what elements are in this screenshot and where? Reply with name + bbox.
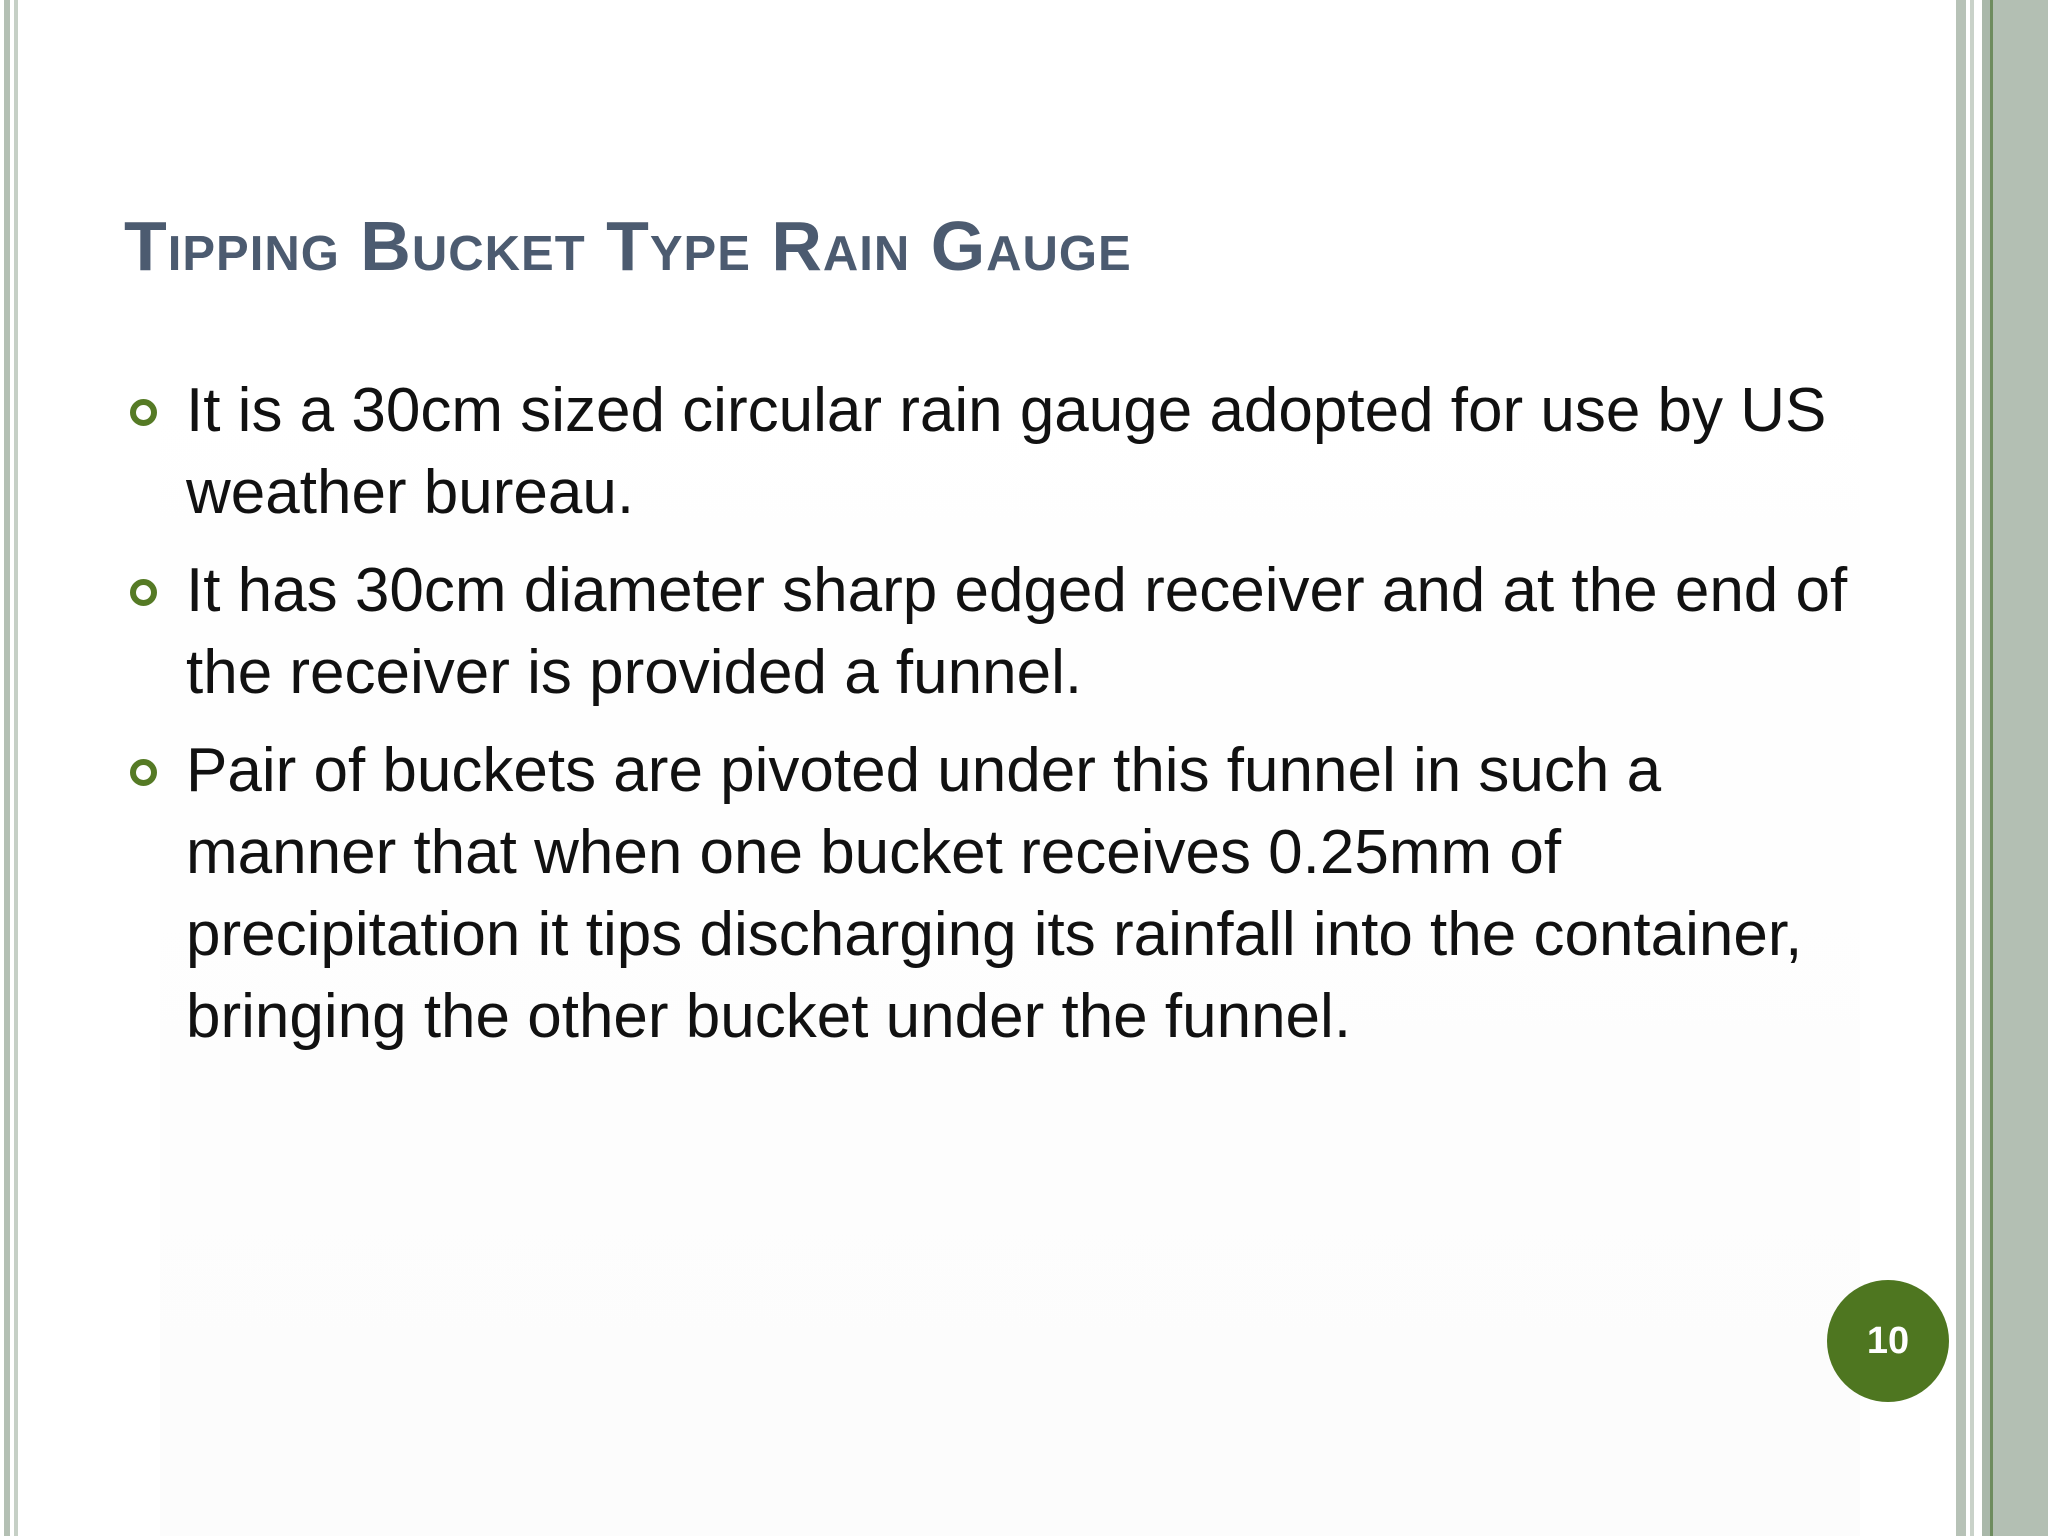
bullet-list xyxy=(124,370,1884,1074)
bullet-text: It has 30cm diameter sharp edged receiver and at the end of the receiver is provided a funnel. xyxy=(186,556,1848,707)
left-border-stripe xyxy=(4,0,10,1536)
right-border-stripe xyxy=(1982,0,1990,1536)
right-border-stripe xyxy=(1993,0,2048,1536)
page-number-badge: 10 xyxy=(1827,1280,1949,1402)
hollow-circle-bullet-icon xyxy=(130,399,157,426)
bullet-text: Pair of buckets are pivoted under this funnel in such a manner that when one bucket receives 0.25mm of precipitation it tips discharging its rainfall into the container, bringing the other bucket under the funnel. xyxy=(186,736,1803,1051)
right-border-stripe xyxy=(1970,0,1974,1536)
slide-title: Tipping Bucket Type Rain Gauge xyxy=(124,207,1132,285)
right-decorative-panel xyxy=(1956,0,2048,1536)
right-border-stripe xyxy=(1956,0,1966,1536)
bullet-item xyxy=(124,370,1884,534)
bullet-item xyxy=(124,730,1884,1058)
left-border-stripe xyxy=(14,0,18,1536)
hollow-circle-bullet-icon xyxy=(130,579,157,606)
bullet-text: It is a 30cm sized circular rain gauge adopted for use by US weather bureau. xyxy=(186,376,1827,527)
hollow-circle-bullet-icon xyxy=(130,759,157,786)
bullet-item xyxy=(124,550,1884,714)
